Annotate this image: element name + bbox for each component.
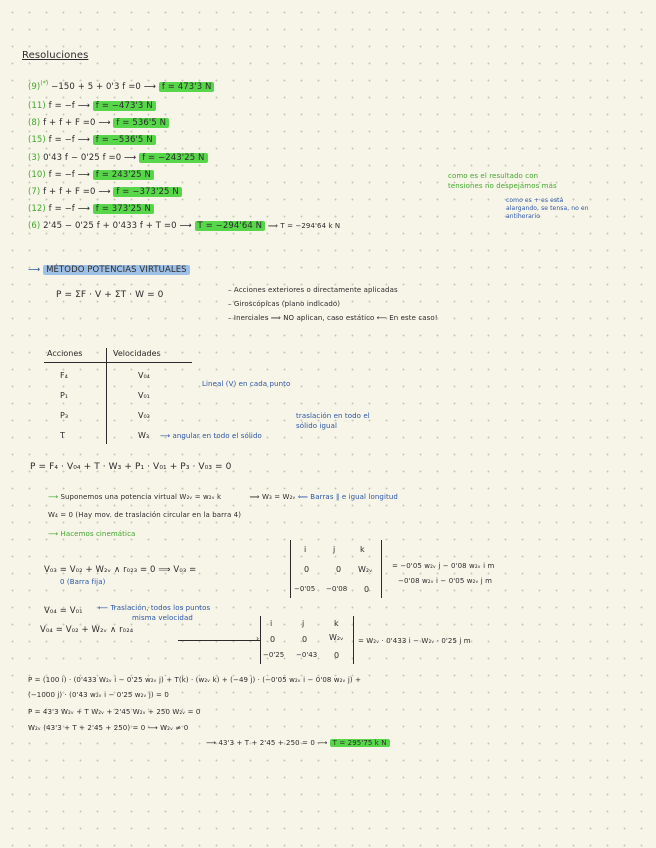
det-cell: 0 [302,635,308,644]
det-cell: 0 [304,565,310,574]
det-cell: j [333,545,336,554]
table-header: Velocidades [113,349,161,358]
translation-note-line-1: traslación en todo el [296,412,370,420]
page-title: Resoluciones [22,50,89,61]
det-cell: i [270,619,273,628]
green-note-line-2: tensiones no despejamos más [448,182,557,190]
det1-result: = −0'05 w₂ᵥ j − 0'08 w₂ᵥ i m [392,562,495,570]
det-cell: −0'43 [296,651,318,659]
equation-row: (12) f = −f ⟶ f = 373'25 N [28,204,154,214]
equation-row: (10) f = −f ⟶ f = 243'25 N [28,170,154,180]
det-cell: W₂ᵥ [329,633,344,642]
table-cell: V₀₁ [138,391,150,400]
table-cell: F₄ [60,371,68,380]
principle-formula: P = ΣF · V + ΣT · W = 0 [56,290,164,300]
final-line: ⟶ 43'3 + T + 2'45 + 250 = 0 ⟶ T = 295'75 k N [206,739,390,747]
vo4-equation: V₀₄ = V₀₁ [44,606,83,616]
translation-note-line-2: sólido igual [296,422,338,430]
table-cell: P₃ [60,411,69,420]
vo3-equation: V₀₃ = V₀₂ + W₂ᵥ ∧ r₀₂₃ = 0 ⟹ V₀₃ = [44,565,197,575]
det-cell: −0'25 [263,651,285,659]
vo4-equation-2: V₀₄ = V₀₂ + W₂ᵥ ∧ r₀₂₄ [40,625,134,635]
kinematics-heading: ⟶ Hacemos cinemática [48,530,136,538]
arrow-shaft [178,640,260,641]
equation-row: (15) f = −f ⟶ f = −536'5 N [28,135,156,145]
det-cell: k [334,619,339,628]
power-equation: P = F₄ · V₀₄ + T · W₃ + P₁ · V₀₁ + P₃ · V₀₃ = 0 [30,462,232,472]
det1-result: −0'08 w₂ᵥ i − 0'05 w₂ᵥ j m [398,577,493,585]
det-cell: 0 [336,565,342,574]
fixed-bar-note: 0 (Barra fija) [60,578,106,586]
bullet-item: – Acciones exteriores o directamente aplicadas [228,286,398,294]
det-cell: −0'05 [294,585,316,593]
arrow-head: › [256,634,260,643]
table-header: Acciones [47,349,83,358]
section-heading: ⟶ MÉTODO POTENCIAS VIRTUALES [28,265,190,275]
green-note-line-1: como es el resultado con [448,172,539,180]
equation-row: (7) f + f + F =0 ⟶ f = −373'25 N [28,187,182,197]
table-cell: V₀₄ [138,371,150,380]
det-cell: k [360,545,365,554]
vo4-note-line-2: misma velocidad [132,614,193,622]
equation-row: (3) 0'43 f − 0'25 f =0 ⟶ f = −243'25 N [28,153,208,163]
angular-note: ⟶ angular en todo el sólido [160,432,262,440]
blue-note-line-2: alargando, se tensa, no en [506,205,589,212]
final-line: P = 43'3 W₂ᵥ + T W₂ᵥ + 2'45 W₂ᵥ + 250 W₂ᵥ = 0 [28,708,201,716]
equation-row: (6) 2'45 − 0'25 f + 0'433 f + T =0 ⟶ T = −294'64 N ⟹ T = −294'64 k N [28,221,341,231]
table-cell: T [60,431,65,440]
bullet-item: – Giroscópicas (plano indicado) [228,300,341,308]
table-cell: P₁ [60,391,69,400]
det-cell: j [302,619,305,628]
table-cell: V₀₃ [138,411,150,420]
det-cell: −0'08 [326,585,348,593]
linear-velocity-note: Lineal (V) en cada punto [202,380,291,388]
table-header-divider [44,362,192,363]
det2-result: = W₂ᵥ · 0'433 i − W₂ᵥ · 0'25 j m [358,637,471,645]
det-cell: 0 [364,585,370,594]
equation-row: (8) f + f + F =0 ⟶ f = 536'5 N [28,118,169,128]
det-cell: W₂ᵥ [358,565,373,574]
w4-line: W₄ = 0 (Hay mov. de traslación circular en la barra 4) [48,511,242,519]
final-line: P = (100 i) · (0'433 W₂ᵥ i − 0'25 w₂ᵥ j) + T(k) · (w₂ᵥ k) + (−49 j) · (−0'05 w₂ᵥ i − 0'08 w₂ᵥ j) + [28,676,362,684]
assumption-line: ⟶ Suponemos una potencia virtual W₂ᵥ = w₂ᵥ k ⟹ W₃ = W₂ᵥ ⟸ Barras ∥ e igual longitud [48,493,398,501]
table-column-divider [106,348,107,444]
table-cell: W₃ [138,431,150,440]
det-cell: 0 [270,635,276,644]
equation-row: (11) f = −f ⟶ f = −473'3 N [28,101,156,111]
equation-row: (9)(*) −150 + 5 + 0'3 f =0 ⟶ f = 473'3 N [28,80,214,92]
blue-note-line-3: antihorario [506,213,541,220]
det-cell: i [304,545,307,554]
vo4-note-line-1: ⟵ Traslación, todos los puntos [98,604,211,612]
blue-note-line-1: como es + es está [506,197,564,204]
bullet-item: – Inerciales ⟹ NO aplican, caso estático ⟵ En este caso! [228,314,438,322]
final-line: (−1000 j) · (0'43 w₂ᵥ i − 0'25 w₂ᵥ j) = 0 [28,691,169,699]
det-cell: 0 [334,651,340,660]
final-line: W₂ᵥ (43'3 + T + 2'45 + 250) = 0 ⟶ W₂ᵥ ≠ 0 [28,724,189,732]
